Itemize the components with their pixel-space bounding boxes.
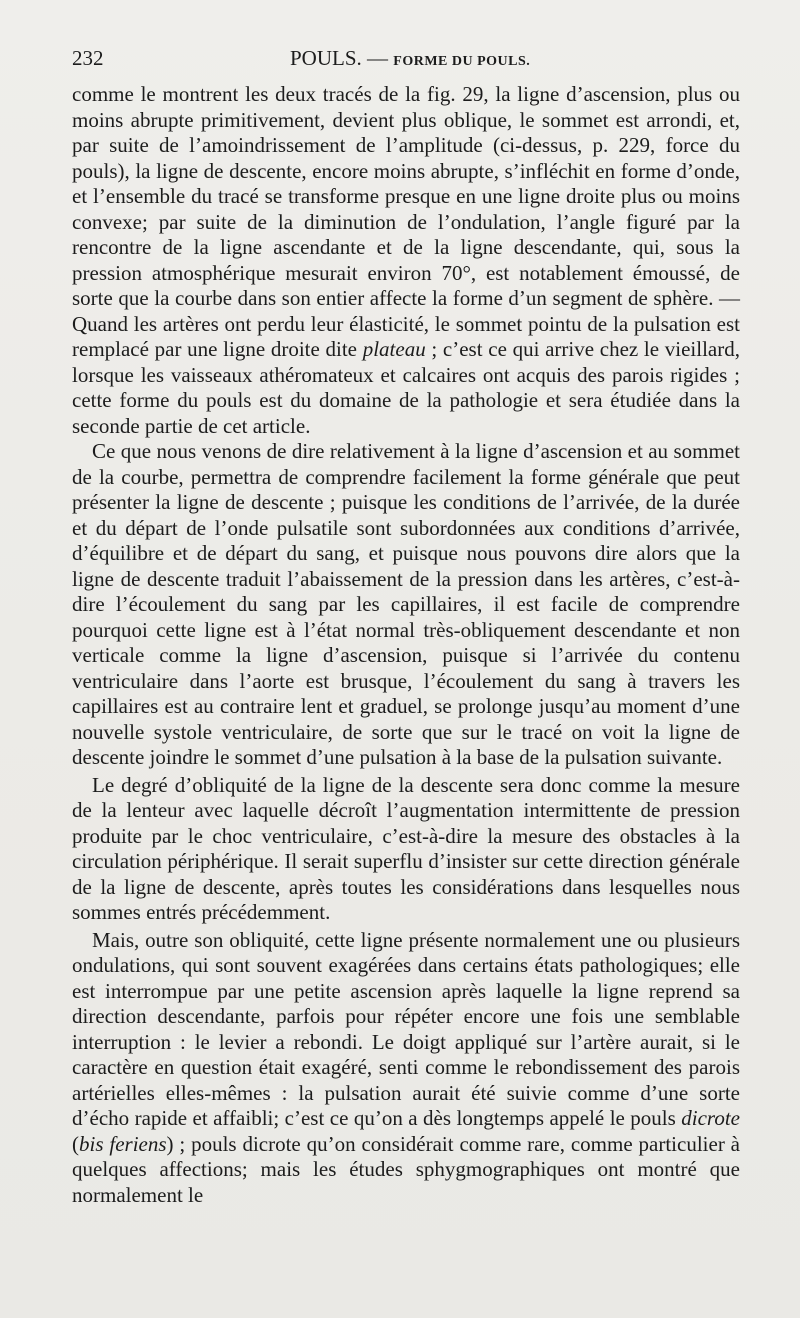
text-run: ; c’est ce qui arrive chez le vieillard, lorsque les vaisseaux athéromateux et calcaires ont acquis des parois rigides ; cette forme du pouls est du domaine de la pathologie et sera étudiée dans la seconde partie de cet article. [72, 337, 740, 438]
italic-text: bis feriens [79, 1131, 167, 1156]
paragraph [72, 928, 740, 1209]
text-run: Ce que nous venons de dire relativement à la ligne d’ascension et au sommet de la courbe, permettra de comprendre facilement la forme générale que peut présenter la ligne de descente ; puisque les conditions de l’arrivée, de la durée et du départ de l’onde pulsatile sont subordonnées aux conditions d’arrivée, d’équilibre et de départ du sang, et puisque nous pouvons dire alors que la ligne de descente traduit l’abaissement de la pression dans les artères, c’est-à-dire l’écoulement du sang par les capillaires, il est facile de comprendre pourquoi cette ligne est à l’état normal très-obliquement descendante et non verticale comme la ligne d’ascension, puisque si l’arrivée du contenu ventriculaire dans l’aorte est brusque, l’écoulement du sang à travers les capillaires est au contraire lent et graduel, se prolonge jusqu’au moment d’une nouvelle systole ventriculaire, de sorte que sur le tracé on voit la ligne de descente joindre le sommet d’une pulsation à la base de la pulsation suivante. [72, 439, 740, 769]
text-run: Mais, outre son obliquité, cette ligne présente normalement une ou plusieurs ondulations, qui sont souvent exagérées dans certains états pathologiques; elle est interrompue par une petite ascension après laquelle la ligne reprend sa direction descendante, parfois pour répéter encore une fois une semblable interruption : le levier a rebondi. Le doigt appliqué sur l’artère aurait, si le caractère en question était exagéré, senti comme le rebondissement des parois artérielles elles-mêmes : la pulsation aurait été suivie comme d’une sorte d’écho rapide et affaibli; c’est ce qu’on a dès longtemps appelé le pouls [72, 927, 740, 1130]
text-run: ( [72, 1131, 79, 1156]
italic-text: dicrote [681, 1106, 740, 1130]
running-title-main: POULS. — [290, 46, 389, 70]
text-run: ) ; pouls dicrote qu’on considérait comme rare, comme particulier à quelques affections; mais les études sphygmographiques ont montré que normalement le [72, 1131, 740, 1207]
text-run: comme le montrent les deux tracés de la fig. 29, la ligne d’ascension, plus ou moins abrupte primitivement, devient plus oblique, le sommet est arrondi, et, par suite de l’amoindrissement de l’amplitude (ci-dessus, p. 229, force du pouls), la ligne de descente, encore moins abrupte, s’infléchit en forme d’onde, et l’ensemble du tracé se transforme presque en une ligne droite plus ou moins convexe; par suite de la diminution de l’ondulation, l’angle figuré par la rencontre de la ligne ascendante et de la ligne descendante, qui, sous la pression atmosphérique mesurait environ 70°, est notablement émoussé, de sorte que la courbe dans son entier affecte la forme d’un segment de sphère. — Quand les artères ont perdu leur élasticité, le sommet pointu de la pulsation est remplacé par une ligne droite dite [72, 82, 740, 361]
paragraph [72, 439, 740, 771]
paragraph [72, 82, 740, 439]
page-number: 232 [72, 46, 104, 70]
paragraph [72, 773, 740, 926]
text-run: Le degré d’obliquité de la ligne de la descente sera donc comme la mesure de la lenteur avec laquelle décroît l’augmentation intermittente de pression produite par le choc ventriculaire, c’est-à-dire la mesure des obstacles à la circulation périphérique. Il serait superflu d’insister sur cette direction générale de la ligne de descente, après toutes les considérations dans lesquelles nous sommes entrés précédemment. [72, 772, 740, 924]
body-text [72, 82, 740, 1208]
running-header [72, 44, 740, 74]
running-title-sub: FORME DU POULS. [393, 54, 531, 69]
italic-text: plateau [362, 337, 426, 361]
running-title [290, 46, 530, 71]
